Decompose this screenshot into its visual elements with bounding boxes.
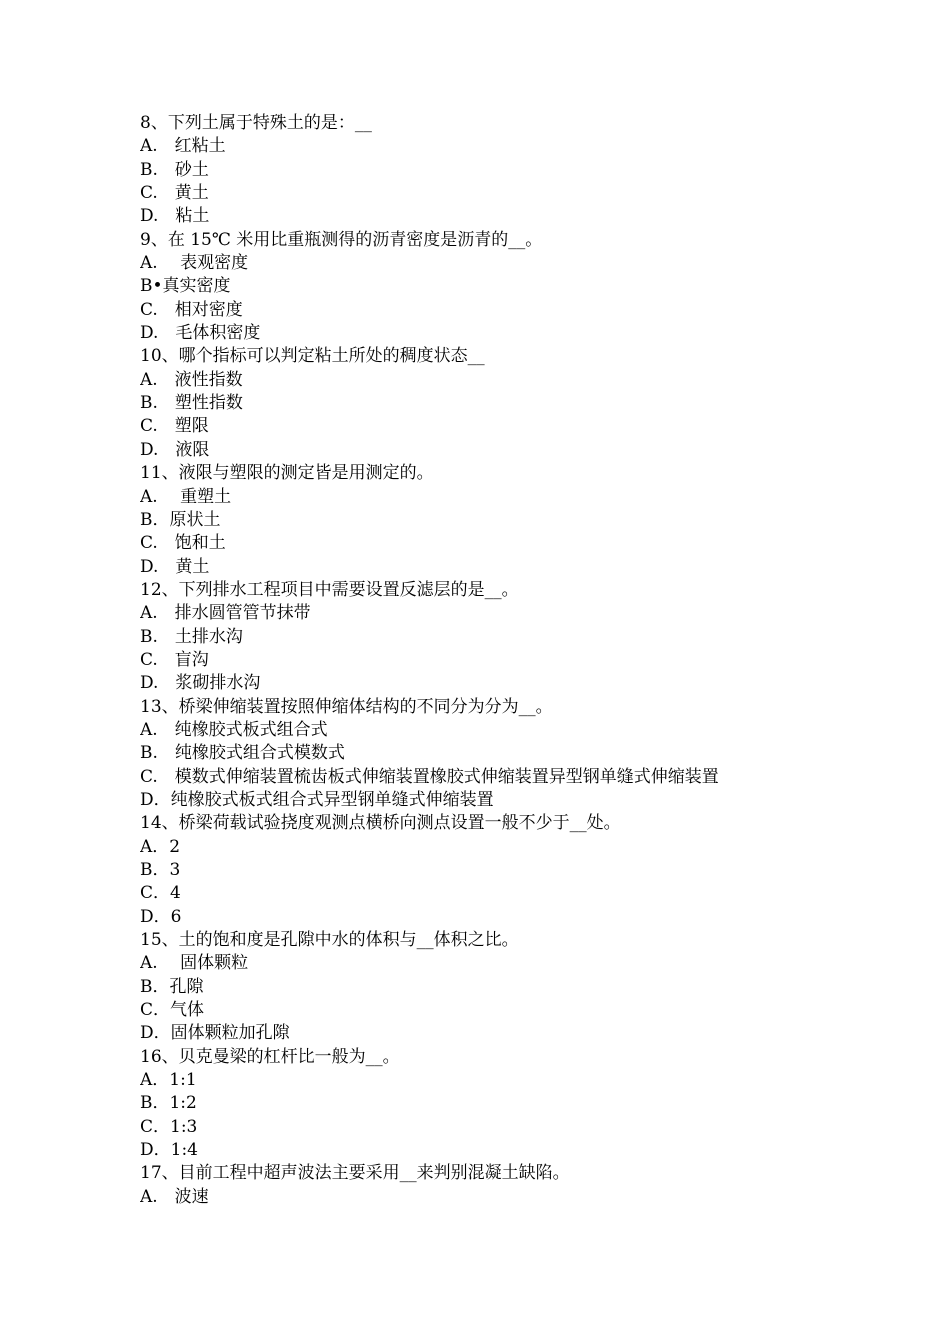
question-16-title: 16、贝克曼梁的杠杆比一般为__。 <box>140 1046 400 1067</box>
question-13-title: 13、桥梁伸缩装置按照伸缩体结构的不同分为分为__。 <box>140 696 553 717</box>
question-10-option-c: C. 塑限 <box>140 416 209 437</box>
question-12-option-d: D. 浆砌排水沟 <box>140 673 261 694</box>
question-8-option-a: A. 红粘土 <box>140 136 226 157</box>
question-12-option-c: C. 盲沟 <box>140 649 209 670</box>
question-15-option-d: D．固体颗粒加孔隙 <box>140 1023 290 1044</box>
question-15-option-c: C．气体 <box>140 1000 205 1021</box>
question-9-option-b: B•真实密度 <box>140 276 231 297</box>
question-16-option-d: D．1:4 <box>140 1140 198 1161</box>
question-8-option-d: D. 粘土 <box>140 206 210 227</box>
question-16-option-c: C．1:3 <box>140 1116 198 1137</box>
question-14-title: 14、桥梁荷载试验挠度观测点横桥向测点设置一般不少于__处。 <box>140 813 621 834</box>
question-10-option-a: A. 液性指数 <box>140 369 243 390</box>
question-12-title: 12、下列排水工程项目中需要设置反滤层的是__。 <box>140 579 519 600</box>
question-8-option-b: B. 砂土 <box>140 159 209 180</box>
question-9-option-a: A. 表观密度 <box>140 253 249 274</box>
question-12-option-a: A. 排水圆管管节抹带 <box>140 603 311 624</box>
question-16-option-a: A．1:1 <box>140 1070 197 1091</box>
question-10-option-d: D. 液限 <box>140 439 210 460</box>
question-10-option-b: B. 塑性指数 <box>140 393 243 414</box>
question-8-title: 8、下列土属于特殊土的是：__ <box>140 113 372 133</box>
question-13-option-a: A. 纯橡胶式板式组合式 <box>140 719 328 740</box>
question-14-option-b: B．3 <box>140 860 181 880</box>
question-11-option-d: D. 黄土 <box>140 556 210 577</box>
question-8-option-c: C. 黄土 <box>140 183 209 204</box>
question-14-option-c: C．4 <box>140 883 181 904</box>
question-16-option-b: B．1:2 <box>140 1093 197 1114</box>
question-9-title: 9、在 15℃ 米用比重瓶测得的沥青密度是沥青的__。 <box>140 229 543 250</box>
question-13-option-c: C. 模数式伸缩装置梳齿板式伸缩装置橡胶式伸缩装置异型钢单缝式伸缩装置 <box>140 766 719 787</box>
question-14-option-d: D．6 <box>140 906 182 927</box>
question-14-option-a: A．2 <box>140 836 181 857</box>
question-15-option-b: B．孔隙 <box>140 976 204 997</box>
question-17-title: 17、目前工程中超声波法主要采用__来判别混凝土缺陷。 <box>140 1163 570 1184</box>
question-11-option-c: C. 饱和土 <box>140 533 226 554</box>
question-12-option-b: B. 土排水沟 <box>140 626 243 647</box>
question-15-title: 15、土的饱和度是孔隙中水的体积与__体积之比。 <box>140 930 519 951</box>
question-10-title: 10、哪个指标可以判定粘土所处的稠度状态__ <box>140 346 485 367</box>
question-17-option-a: A. 波速 <box>140 1186 209 1207</box>
question-9-option-d: D. 毛体积密度 <box>140 323 261 344</box>
question-11-option-a: A. 重塑土 <box>140 486 232 507</box>
question-11-option-b: B．原状土 <box>140 509 221 530</box>
question-9-option-c: C. 相对密度 <box>140 299 243 320</box>
question-11-title: 11、液限与塑限的测定皆是用测定的。 <box>140 463 434 484</box>
question-15-option-a: A. 固体颗粒 <box>140 953 249 974</box>
question-13-option-d: D．纯橡胶式板式组合式异型钢单缝式伸缩装置 <box>140 789 494 810</box>
question-13-option-b: B. 纯橡胶式组合式模数式 <box>140 743 345 764</box>
document-page <box>140 112 840 1209</box>
